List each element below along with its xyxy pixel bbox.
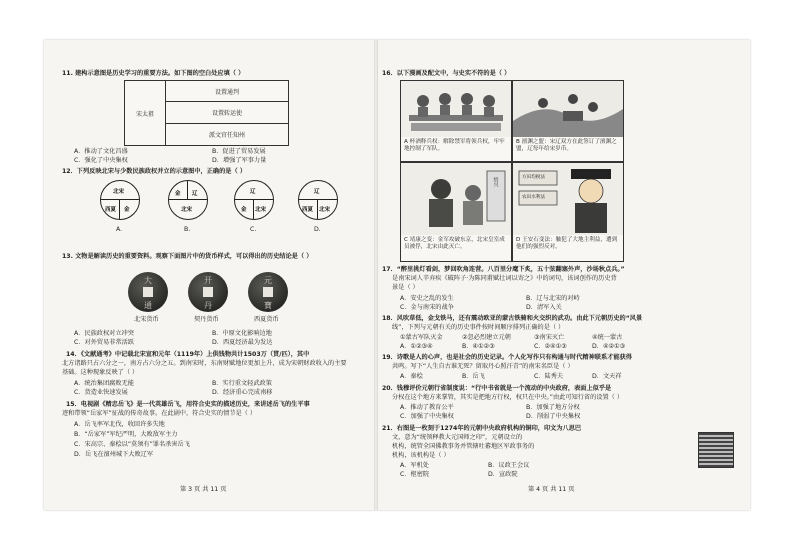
q16-stem: 16．以下漫画及配文中，与史实不符的是（ ） — [382, 70, 511, 77]
coin2-glyph-top: 开 — [204, 276, 212, 285]
q12-letter-a: A. — [116, 226, 123, 233]
q17-line-2: 是南宋词人辛弃疾《破阵子·为陈同甫赋壮词以寄之》中的词句，该词创作的历史背 — [392, 275, 617, 282]
q13-option-c: C．对外贸易非常活跃 — [74, 339, 135, 346]
q16-caption-a: A 杯酒释兵权：解除禁军将领兵权，牢牢地控制了军队。 — [404, 139, 505, 152]
coin-northern-song — [128, 272, 168, 312]
exam-sheet — [44, 40, 750, 510]
q14-option-d: D．经济重心完成南移 — [212, 389, 273, 396]
q19-option-c: C．陆秀夫 — [534, 373, 564, 380]
q12-letter-d: D. — [314, 226, 321, 233]
q12-c-bl: 金 — [241, 207, 247, 213]
q17-line-1: 17．“醉里挑灯看剑，梦回吹角连营。八百里分麾下炙，五十弦翻塞外声，沙场秋点兵。” — [382, 266, 625, 273]
q12-d-bl: 西夏 — [302, 207, 314, 213]
q19-line-2: 共鸣。写下“人生自古谁无死？留取丹心照汗青”的南宋名臣是（ ） — [392, 363, 574, 370]
q18-line-1: 18．风吹草低，金戈铁马，还有震动欧亚的蒙古铁骑和火交织的武功。由此下元朝历史的“风景 — [382, 315, 643, 322]
comic-feast-icon — [401, 81, 511, 137]
coin2-glyph-bottom: 丹 — [204, 301, 212, 310]
q20-option-d: D．削弱了中央集权 — [526, 413, 581, 420]
q18-option-c: C．②④①③ — [534, 343, 567, 350]
q12-a-bl: 西夏 — [105, 207, 117, 213]
q21-option-d: D．宣政院 — [488, 471, 518, 478]
q11-option-b: B．促进了贸易发展 — [212, 148, 266, 155]
q18-option-a: A．①②③④ — [400, 343, 433, 350]
q12-diagram-d — [298, 180, 338, 220]
q12-a-br: 金 — [124, 207, 130, 213]
q21-option-b: B．议政王会议 — [488, 462, 530, 469]
q17-option-a: A．安史之乱的发生 — [400, 295, 454, 302]
q19-line-1: 19．诗歌是人的心声，也是社会的历史记录。个人化写作只有构通与时代精神联系才能获得 — [382, 354, 632, 361]
left-page-footer: 第 3 页 共 11 页 — [180, 486, 227, 493]
q21-option-a: A．军机处 — [400, 462, 429, 469]
q12-a-top: 北宋 — [113, 189, 125, 195]
coin1-glyph-bottom: 通 — [144, 301, 152, 310]
q18-option-d: D．④②①③ — [592, 343, 626, 350]
q15-line-1: 15．电视剧《精忠岳飞》是一代英雄岳飞，用符合史实的描述历史，来讲述岳飞的生平事 — [66, 401, 310, 408]
q12-b-tl: 金 — [175, 191, 181, 197]
q15-option-b: B．“岳家军”军纪严明，大败敌军主力 — [74, 431, 178, 438]
q15-line-2: 迹和带领“岳家军”征战的传奇故事。在此剧中，符合史实的情节是（ ） — [62, 410, 257, 417]
q11-root-box: 宋太祖 — [124, 80, 166, 146]
q13-option-d: D．西夏经济最为发达 — [212, 339, 273, 346]
q12-d-top: 辽 — [314, 189, 320, 195]
q18-item-1: ①蒙古军队灭金 — [400, 334, 443, 341]
q18-line-2: 线”，下列与元朝有关的历史事件按时间顺序排列正确的是（ ） — [392, 324, 565, 331]
q20-option-c: C．加强了中央集权 — [400, 413, 454, 420]
q19-option-a: A．秦桧 — [400, 373, 423, 380]
q11-row-1: 设置通判 — [165, 80, 289, 102]
q20-line-2: 分权在这个地方来掌管，其实是把地方行权，权只在中央。”由此可知行省的设置（ ） — [392, 394, 624, 401]
q16-sign-d-2: 农田水利法 — [522, 195, 545, 200]
q18-item-3: ③南宋灭亡 — [534, 334, 565, 341]
q13-stem: 13. 文物是解读历史的重要资料。观察下面图片中的货币样式，可以得出的历史结论是（ ） — [62, 253, 313, 260]
coin3-glyph-top: 元 — [264, 276, 272, 285]
q11-option-d: D．增强了军事力量 — [212, 157, 267, 164]
q16-panel-c — [400, 162, 512, 262]
q17-line-3: 景是（ ） — [392, 284, 419, 291]
q12-c-top: 辽 — [250, 189, 256, 195]
q13-option-b: B．中原文化影响边地 — [212, 330, 272, 337]
q12-letter-b: B. — [184, 226, 191, 233]
q20-line-1: 20．钱穆评价元朝行省制度说：“行中书省就是一个流动的中央政府，表面上似乎是 — [382, 385, 612, 392]
coin-western-xia — [248, 272, 288, 312]
q15-option-a: A．岳飞率军北伐，收回许多失地 — [74, 421, 165, 428]
coin1-glyph-top: 大 — [144, 276, 152, 285]
q14-option-c: C．货造业快速发展 — [74, 389, 128, 396]
q12-letter-c: C. — [250, 226, 257, 233]
q12-diagram-c — [234, 180, 274, 220]
q12-c-br: 北宋 — [255, 207, 267, 213]
q15-option-d: D．岳飞在澶州城下大败辽军 — [74, 451, 154, 458]
coin-label-2: 契丹货币 — [194, 316, 219, 323]
q16-panel-a — [400, 80, 512, 162]
q12-b-tr: 辽 — [192, 191, 198, 197]
q18-option-b: B．④①②③ — [462, 343, 495, 350]
q16-sign-d-1: 方田均税法 — [522, 175, 545, 180]
q18-item-4: ④统一蒙古 — [592, 334, 623, 341]
q21-line-1: 21．右图是一枚刻于1274年的元朝中央政府机构的铜印，印文为八思巴 — [382, 425, 582, 432]
q14-line-1: 14．《文献通考》中记载北宋宣和元年（1119年）上供钱物共计1503万（贯/匹），其中 — [66, 351, 310, 358]
right-page — [378, 40, 750, 510]
q17-option-b: B．辽与北宋的对峙 — [526, 295, 580, 302]
q12-b-bottom: 北宋 — [181, 207, 193, 213]
q14-line-3: 基础。这种现象反映了（ ） — [62, 369, 139, 376]
comic-capture-icon — [401, 163, 511, 235]
q19-option-b: B．岳飞 — [462, 373, 485, 380]
q16-caption-c: C 靖康之变：金军攻破东京，北宋皇室成员被俘，北宋由此灭亡。 — [404, 237, 505, 250]
coin-label-1: 北宋货币 — [134, 316, 159, 323]
q20-option-a: A．推动了教育公平 — [400, 404, 454, 411]
left-page — [44, 40, 374, 510]
q16-banner-c: 绍兴 — [492, 177, 499, 187]
q11-option-a: A．推动了文化昌盛 — [74, 148, 128, 155]
q13-option-a: A．民族政权对立冲突 — [74, 330, 134, 337]
yuan-seal-icon — [698, 432, 734, 468]
q21-option-c: C．枢密院 — [400, 471, 430, 478]
q17-option-c: C．金与南宋的战争 — [400, 304, 454, 311]
q11-option-c: C．强化了中央集权 — [74, 157, 128, 164]
q14-option-a: A．统治集团腐败无能 — [74, 380, 134, 387]
q12-diagram-a — [100, 180, 140, 220]
q14-option-b: B．实行重文轻武政策 — [212, 380, 272, 387]
coin-khitan — [188, 272, 228, 312]
q21-line-2: 文，意为“统领释教大元国师之印”，元朝设立的 — [392, 434, 523, 441]
q16-panel-b — [512, 80, 624, 162]
q20-option-b: B．加强了地方分权 — [526, 404, 580, 411]
coin-label-3: 西夏货币 — [254, 316, 279, 323]
q11-row-3: 派文官任知州 — [165, 123, 289, 146]
q17-option-d: D．清军入关 — [526, 304, 562, 311]
q21-line-3: 机构，统管全国佛教事务并管辖吐蕃地区军政事务的 — [392, 443, 535, 450]
q14-line-2: 北方诸路只占六分之一，南方占六分之五。到南宋时，东南财赋地位更加上升，成为宋朝财政收入的主要 — [62, 360, 347, 367]
q12-d-br: 北宋 — [319, 207, 331, 213]
q19-option-d: D．文天祥 — [592, 373, 622, 380]
comic-battle-icon — [513, 81, 623, 137]
coin3-glyph-bottom: 寶 — [264, 301, 272, 310]
q11-stem: 11. 建构示意图是历史学习的重要方法。如下图的空白处应填（ ） — [62, 70, 245, 77]
q15-option-c: C．宋高宗、秦桧以“莫须有”罪名杀害岳飞 — [74, 441, 190, 448]
q12-diagram-b — [168, 180, 208, 220]
q16-caption-b: B 澶渊之盟：宋辽双方在此签订了澶渊之盟，辽每年给宋岁币。 — [516, 139, 617, 152]
q16-caption-d: D 王安石变法：触犯了大地主利益，遭到他们的强烈反对。 — [516, 237, 618, 250]
q12-stem: 12．下列反映北宋与少数民族政权并立的示意图中，正确的是（ ） — [62, 168, 247, 175]
q18-item-2: ②忽必烈建立元朝 — [462, 334, 511, 341]
right-page-footer: 第 4 页 共 11 页 — [528, 486, 575, 493]
q16-panel-d — [512, 162, 624, 262]
q11-row-2: 设置转运使 — [165, 101, 289, 124]
q21-line-4: 机构，该机构是（ ） — [392, 452, 450, 459]
